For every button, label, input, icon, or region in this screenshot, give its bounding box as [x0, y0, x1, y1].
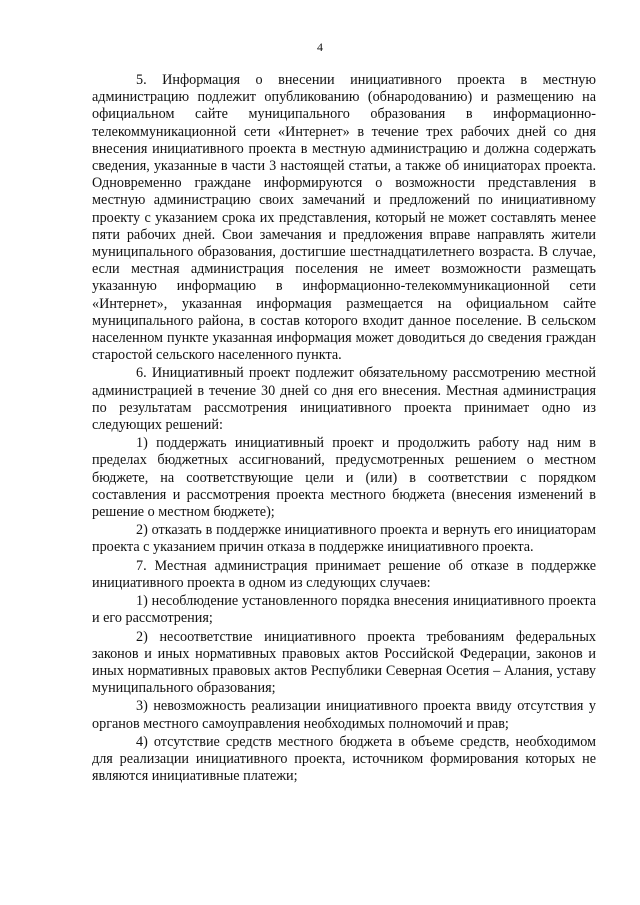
subparagraph-7-1: 1) несоблюдение установленного порядка внесения инициативного проекта и его рассмотрения;	[92, 593, 596, 627]
paragraph-item-5: 5. Информация о внесении инициативного проекта в местную администрацию подлежит опубликованию (обнародованию) и размещению на официальном сайте муниципального образования в информационно-телекоммуникационной сети «Интернет» в течение трех рабочих дней со дня внесения инициативного проекта в местную администрацию и должна содержать сведения, указанные в части 3 настоящей статьи, а также об инициаторах проекта. Одновременно граждане информируются о возможности представления в местную администрацию своих замечаний и предложений по инициативному проекту с указанием срока их представления, который не может составлять менее пяти рабочих дней. Свои замечания и предложения вправе направлять жители муниципального образования, достигшие шестнадцатилетнего возраста. В случае, если местная администрация поселения не имеет возможности размещать указанную информацию в информационно-телекоммуникационной сети «Интернет», указанная информация размещается на официальном сайте муниципального района, в состав которого входит данное поселение. В сельском населенном пункте указанная информация может доводиться до сведения граждан старостой сельского населенного пункта.	[92, 72, 596, 364]
document-body	[92, 72, 596, 785]
subparagraph-7-2: 2) несоответствие инициативного проекта требованиям федеральных законов и иных нормативных правовых актов Российской Федерации, законов и иных нормативных правовых актов Республики Северная Осетия – Алания, уставу муниципального образования;	[92, 628, 596, 697]
paragraph-item-6: 6. Инициативный проект подлежит обязательному рассмотрению местной администрацией в течение 30 дней со дня его внесения. Местная администрация по результатам рассмотрения инициативного проекта принимает одно из следующих решений:	[92, 365, 596, 434]
paragraph-item-7: 7. Местная администрация принимает решение об отказе в поддержке инициативного проекта в одном из следующих случаев:	[92, 557, 596, 591]
subparagraph-7-3: 3) невозможность реализации инициативного проекта ввиду отсутствия у органов местного самоуправления необходимых полномочий и прав;	[92, 698, 596, 732]
subparagraph-6-2: 2) отказать в поддержке инициативного проекта и вернуть его инициаторам проекта с указанием причин отказа в поддержке инициативного проекта.	[92, 522, 596, 556]
subparagraph-7-4: 4) отсутствие средств местного бюджета в объеме средств, необходимом для реализации инициативного проекта, источником формирования которых не являются инициативные платежи;	[92, 733, 596, 785]
subparagraph-6-1: 1) поддержать инициативный проект и продолжить работу над ним в пределах бюджетных ассигнований, предусмотренных решением о местном бюджете, на соответствующие цели и (или) в соответствии с порядком составления и рассмотрения проекта местного бюджета (внесения изменений в решение о местном бюджете);	[92, 435, 596, 521]
page-number: 4	[317, 40, 323, 54]
